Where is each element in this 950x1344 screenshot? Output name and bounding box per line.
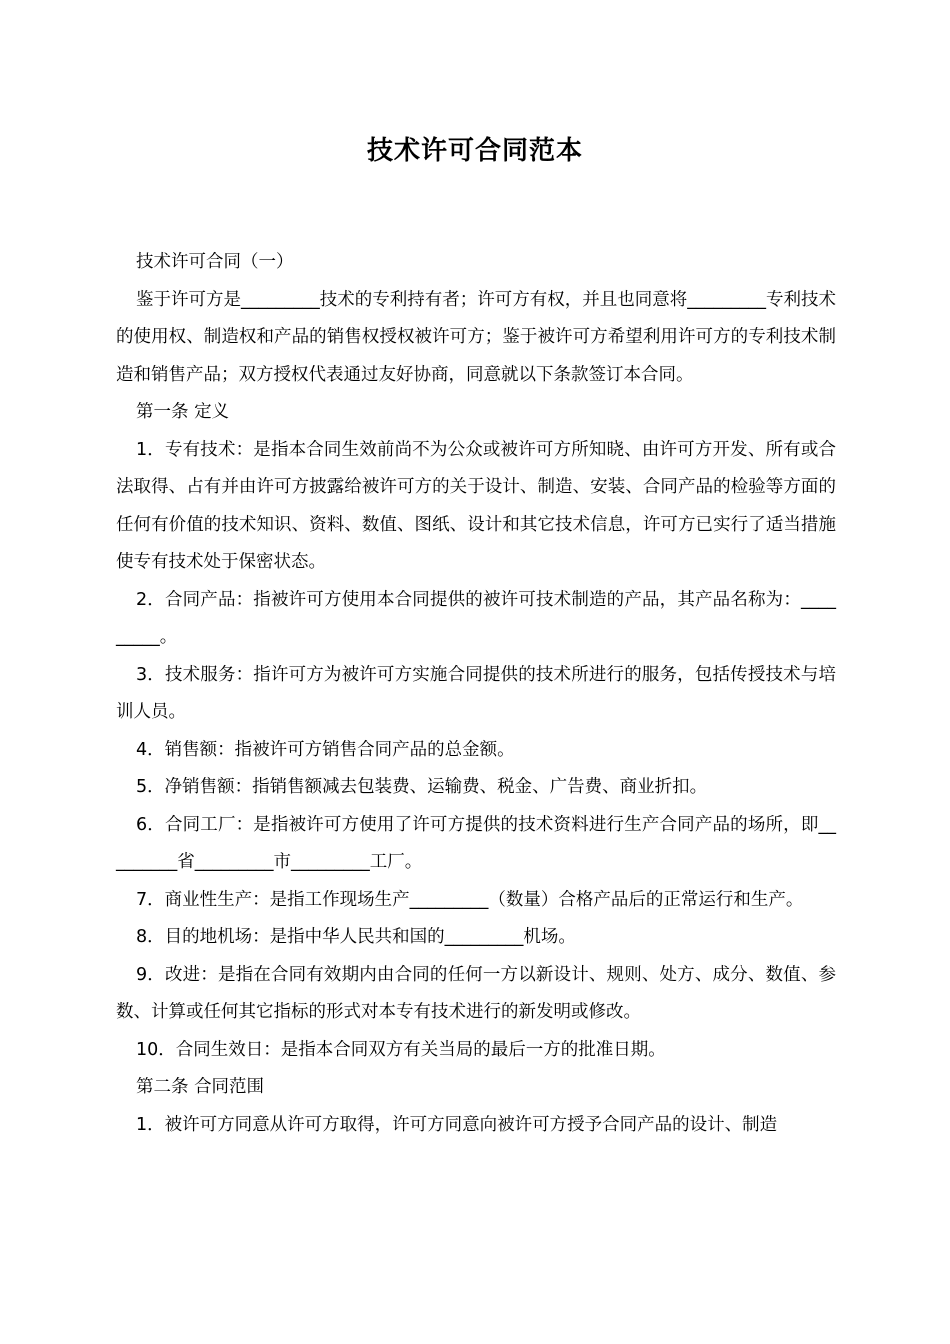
definition-paragraph: 6．合同工厂：是指被许可方使用了许可方提供的技术资料进行生产合同产品的场所，即_________省_________市_________工厂。 <box>116 814 836 872</box>
article-heading: 第二条 合同范围 <box>136 1077 265 1097</box>
contract-heading: 技术许可合同（一） <box>136 252 294 272</box>
definition-paragraph: 7．商业性生产：是指工作现场生产_________（数量）合格产品后的正常运行和生产。 <box>136 889 804 910</box>
definition-paragraph: 4．销售额：指被许可方销售合同产品的总金额。 <box>136 739 515 760</box>
definition-paragraph: 5．净销售额：指销售额减去包装费、运输费、税金、广告费、商业折扣。 <box>136 777 708 797</box>
definition-paragraph: 8．目的地机场：是指中华人民共和国的_________机场。 <box>136 927 576 947</box>
article-heading: 第一条 定义 <box>136 402 230 422</box>
preamble-paragraph: 鉴于许可方是_________技术的专利持有者；许可方有权，并且也同意将_________专利技术的使用权、制造权和产品的销售权授权被许可方；鉴于被许可方希望利用许可方的专利技术制造和销售产品；双方授权代表通过友好协商，同意就以下条款签订本合同。 <box>116 289 836 385</box>
document-body <box>116 244 836 1144</box>
definition-paragraph: 3．技术服务：指许可方为被许可方实施合同提供的技术所进行的服务，包括传授技术与培训人员。 <box>116 664 836 722</box>
definition-paragraph: 10．合同生效日：是指本合同双方有关当局的最后一方的批准日期。 <box>136 1039 666 1060</box>
definition-paragraph: 2．合同产品：指被许可方使用本合同提供的被许可技术制造的产品，其产品名称为：_________。 <box>116 589 836 647</box>
document-title: 技术许可合同范本 <box>366 136 583 166</box>
definition-paragraph: 1．专有技术：是指本合同生效前尚不为公众或被许可方所知晓、由许可方开发、所有或合法取得、占有并由许可方披露给被许可方的关于设计、制造、安装、合同产品的检验等方面的任何有价值的技术知识、资料、数值、图纸、设计和其它技术信息，许可方已实行了适当措施使专有技术处于保密状态。 <box>116 439 836 572</box>
scope-paragraph: 1．被许可方同意从许可方取得，许可方同意向被许可方授予合同产品的设计、制造 <box>136 1114 778 1135</box>
definition-paragraph: 9．改进：是指在合同有效期内由合同的任何一方以新设计、规则、处方、成分、数值、参数、计算或任何其它指标的形式对本专有技术进行的新发明或修改。 <box>116 964 836 1022</box>
